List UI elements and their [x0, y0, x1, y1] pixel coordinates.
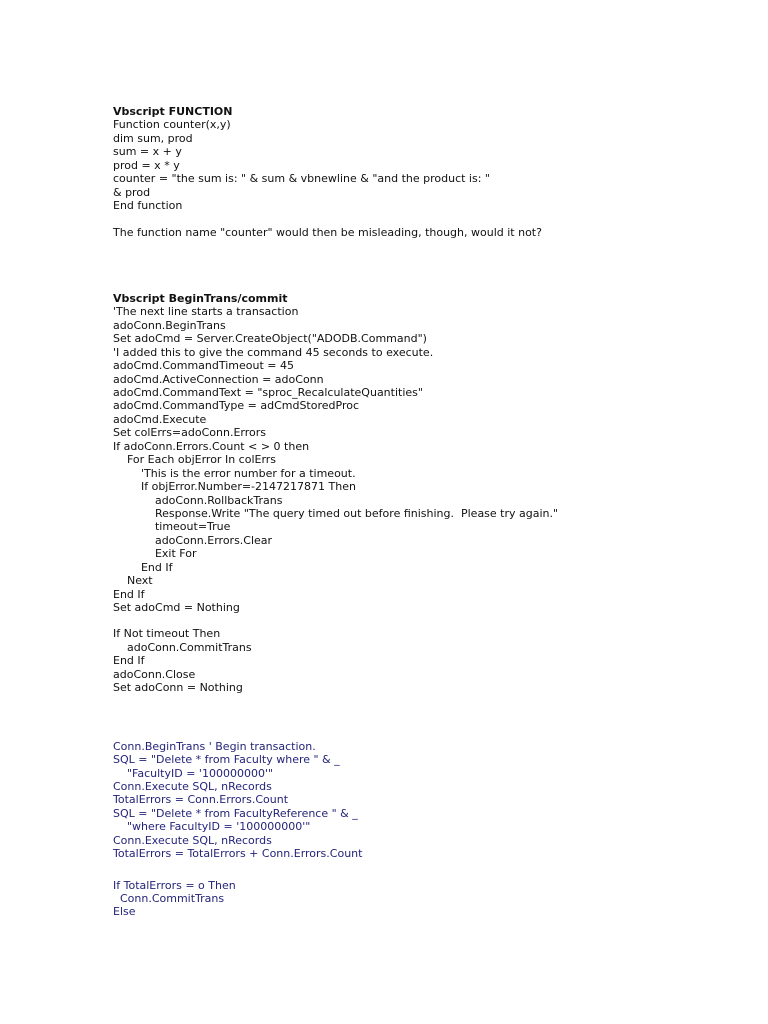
code-line: Set adoConn = Nothing	[113, 681, 243, 695]
code-line: dim sum, prod	[113, 131, 193, 145]
code-line: SQL = "Delete * from Faculty where " & _	[113, 753, 340, 767]
code-line: adoConn.CommitTrans	[113, 640, 252, 654]
code-line: Conn.Execute SQL, nRecords	[113, 779, 272, 793]
code-line: adoCmd.ActiveConnection = adoConn	[113, 372, 324, 386]
section-conn-begintrans	[113, 740, 748, 919]
code-line: adoCmd.CommandType = adCmdStoredProc	[113, 399, 359, 413]
code-line: Conn.CommitTrans	[113, 892, 225, 905]
code-line: If objError.Number=-2147217871 Then	[113, 480, 356, 494]
code-line: SQL = "Delete * from FacultyReference " & _	[113, 806, 358, 820]
code-line: counter = "the sum is: " & sum & vbnewline & "and the product is: "	[113, 172, 490, 186]
code-line: Set adoCmd = Server.CreateObject("ADODB.Command")	[113, 332, 427, 346]
code-line: If TotalErrors = o Then	[113, 878, 236, 892]
code-line: For Each objError In colErrs	[113, 453, 277, 467]
code-line: 'This is the error number for a timeout.	[113, 466, 356, 480]
note-paragraph: The function name "counter" would then be misleading, though, would it not?	[113, 225, 542, 239]
code-block	[113, 118, 748, 212]
code-line: prod = x * y	[113, 158, 180, 172]
code-line: Conn.BeginTrans ' Begin transaction.	[113, 739, 316, 753]
code-line: Conn.Execute SQL, nRecords	[113, 833, 272, 847]
code-block	[113, 740, 748, 861]
code-line: Function counter(x,y)	[113, 118, 231, 132]
code-line: adoConn.RollbackTrans	[113, 493, 283, 507]
code-line: "FacultyID = '100000000'"	[113, 766, 274, 780]
code-line: If Not timeout Then	[113, 627, 221, 641]
section-heading: Vbscript BeginTrans/commit	[113, 291, 288, 305]
code-line: Set adoCmd = Nothing	[113, 601, 240, 614]
code-line: "where FacultyID = '100000000'"	[113, 820, 311, 834]
code-line: Exit For	[113, 547, 197, 561]
code-line: End function	[113, 199, 183, 213]
code-line: adoCmd.Execute	[113, 412, 207, 426]
code-line: Next	[113, 574, 153, 588]
code-line: End If	[113, 560, 173, 574]
code-line: timeout=True	[113, 520, 231, 534]
code-line: adoConn.Errors.Clear	[113, 533, 273, 547]
code-line: 'I added this to give the command 45 seconds to execute.	[113, 345, 434, 359]
document-page	[113, 105, 748, 919]
code-line: End If	[113, 654, 145, 668]
code-line: adoCmd.CommandText = "sproc_RecalculateQuantities"	[113, 386, 423, 399]
code-block	[113, 879, 748, 919]
code-line: TotalErrors = Conn.Errors.Count	[113, 793, 289, 807]
code-line: sum = x + y	[113, 145, 182, 159]
section-begintrans-commit	[113, 292, 748, 695]
code-line: End If	[113, 587, 145, 601]
code-line: & prod	[113, 185, 151, 199]
code-line: 'The next line starts a transaction	[113, 305, 299, 319]
code-line: Set colErrs=adoConn.Errors	[113, 426, 266, 440]
code-line: adoConn.Close	[113, 667, 196, 681]
code-line: If adoConn.Errors.Count < > 0 then	[113, 439, 310, 453]
section-heading: Vbscript FUNCTION	[113, 105, 233, 118]
code-block	[113, 627, 748, 694]
code-block	[113, 305, 748, 614]
code-line: adoCmd.CommandTimeout = 45	[113, 359, 295, 373]
code-line: Else	[113, 905, 136, 919]
code-line: adoConn.BeginTrans	[113, 318, 226, 332]
code-line: TotalErrors = TotalErrors + Conn.Errors.Count	[113, 847, 363, 861]
section-vbscript-function	[113, 105, 748, 239]
code-line: Response.Write "The query timed out before finishing. Please try again."	[113, 506, 559, 520]
